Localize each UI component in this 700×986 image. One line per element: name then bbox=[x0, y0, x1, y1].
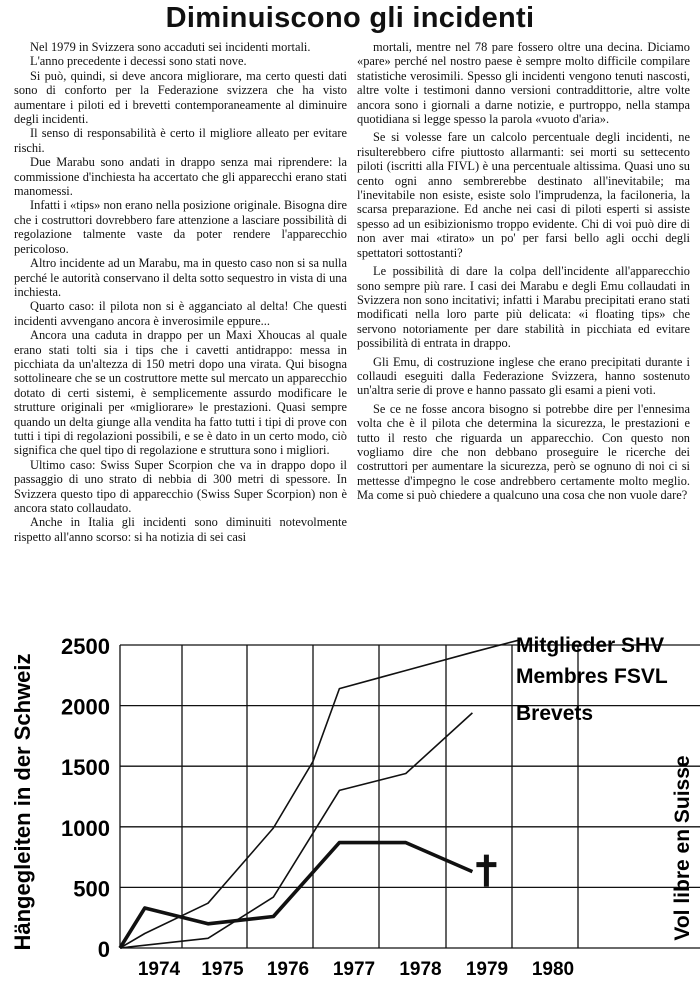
y-tick-label: 2000 bbox=[61, 694, 110, 720]
x-tick-label: 1974 bbox=[137, 959, 181, 980]
series-line bbox=[120, 713, 472, 948]
x-tick-label: 1978 bbox=[399, 959, 442, 980]
chart bbox=[0, 630, 700, 986]
article-paragraph: Due Marabu sono andati in drappo senza mai riprendere: la commissione d'inchiesta ha accertato che gli apparecchi erano stati manomessi. bbox=[14, 155, 347, 199]
series-label: Mitglieder SHV bbox=[516, 634, 665, 657]
article-paragraph: Altro incidente ad un Marabu, ma in questo caso non si sa nulla perché le autorità conservano il delta sotto sequestro in vista di una inchiesta. bbox=[14, 256, 347, 299]
y-tick-label: 0 bbox=[97, 937, 110, 962]
series-label: Membres FSVL bbox=[516, 665, 668, 688]
y-tick-label: 1000 bbox=[61, 815, 110, 841]
article-column-left bbox=[14, 40, 347, 544]
article-paragraph: Ultimo caso: Swiss Super Scorpion che va in drappo dopo il passaggio di uno strato di nebbia di 300 metri di spessore. In Svizzera questo tipo di apparecchio (Swiss Super Scorpion) non è ancora stato collaudato. bbox=[14, 457, 347, 515]
y-tick-label: 2500 bbox=[61, 634, 110, 659]
y-axis-label-right: Vol libre en Suisse bbox=[671, 755, 694, 941]
y-tick-label: 1500 bbox=[61, 755, 110, 781]
series-line bbox=[120, 843, 472, 948]
series-label: Brevets bbox=[516, 702, 594, 725]
series-line bbox=[120, 640, 519, 948]
article-paragraph: Si può, quindi, si deve ancora migliorare, ma certo questi dati sono di conforto per la Federazione svizzera che ha visto aumentare i piloti ed i brevetti contemporaneamente al diminuire degli incidenti. bbox=[14, 68, 347, 127]
article-paragraph: Quarto caso: il pilota non si è agganciato al delta! Che questi incidenti avvengano ancora è inverosimile eppure... bbox=[14, 299, 347, 328]
article-column-right bbox=[357, 40, 690, 503]
article-paragraph: Infatti i «tips» non erano nella posizione originale. Bisogna dire che i costruttori dovrebbero fare attenzione a lasciare possibilità di regolazione talmente vaste da poter rendere l'apparecchio pericoloso. bbox=[14, 198, 347, 256]
article-paragraph: Le possibilità di dare la colpa dell'incidente all'apparecchio sono sempre più rare. I casi dei Marabu e degli Emu collaudati in Svizzera non sono incitativi; infatti i Marabu precipitati erano stati modificati nella loro parte più delicata: «i floating tips» che servono notoriamente per dare stabilità in picchiata ed evitare possibilità di entrata in drappo. bbox=[357, 264, 690, 351]
article-paragraph: mortali, mentre nel 78 pare fossero oltre una decina. Diciamo «pare» perché nel nostro paese è sempre molto difficile compilare statistiche verosimili. Spesso gli incidenti vengono tenuti nascosti, altre volte i testimoni danno versioni contraddittorie, altre volte ancora sono i giornali a darne notizie, e purtroppo, nella stampa quotidiana si legge spesso la parola «vuoto d'aria». bbox=[357, 40, 690, 127]
article-paragraph: Se ce ne fosse ancora bisogno si potrebbe dire per l'ennesima volta che è il pilota che determina la sicurezza, le prestazioni e tutto il resto che riguarda un apparecchio. Con questo non vogliamo dire che non debbano proseguire le ricerche dei costruttori per aumentare la sicurezza, però se ognuno di noi ci si mettesse d'impegno le cose andrebbero certamente molto meglio. Ma come si può chiedere a qualcuno una cosa che non vuole dare? bbox=[357, 401, 690, 503]
article-paragraph: Ancora una caduta in drappo per un Maxi Xhoucas al quale erano stati tolti sia i tips che i cavetti antidrappo: messa in picchiata da un'altezza di 150 metri dopo una virata. Qui bisogna sottolineare che se un costruttore mette sul mercato un apparecchio dotato di certi sistemi, è semplicemente assurdo modificare le strutture originali per «migliorare» le prestazioni. Quasi sempre quando un delta giunge alla vendita ha fatto tutti i tipi di prove con tutti i tipi di regolazioni possibili, e se è dato in un certo modo, ciò significa che quel tipo di regolazione e struttura sono i migliori. bbox=[14, 328, 347, 458]
x-tick-label: 1975 bbox=[201, 959, 244, 980]
article-paragraph: Il senso di responsabilità è certo il migliore alleato per evitare rischi. bbox=[14, 126, 347, 155]
article-paragraph: Nel 1979 in Svizzera sono accaduti sei incidenti mortali. bbox=[30, 40, 311, 54]
article-title: Diminuiscono gli incidenti bbox=[165, 2, 535, 34]
x-tick-label: 1977 bbox=[332, 959, 376, 980]
y-tick-label: 500 bbox=[73, 876, 110, 902]
article-paragraph: Anche in Italia gli incidenti sono diminuiti notevolmente rispetto all'anno scorso: si ha notizia di sei casi bbox=[14, 515, 347, 544]
y-axis-label: Hängegleiten in der Schweiz bbox=[10, 653, 35, 951]
x-tick-label: 1980 bbox=[531, 959, 575, 980]
x-tick-label: 1979 bbox=[465, 959, 509, 980]
x-tick-label: 1976 bbox=[266, 959, 310, 980]
article-paragraph: Gli Emu, di costruzione inglese che erano precipitati durante i collaudi eseguiti dalla Federazione Svizzera, hanno sostenuto un'altra serie di prove e hanno passato gli esami a pieni voti. bbox=[357, 354, 690, 398]
article-paragraph: Se si volesse fare un calcolo percentuale degli incidenti, ne risulterebbero cifre piuttosto allarmanti: sei morti su settecento piloti (iscritti alla FIVL) è una percentuale altissima. Quasi uno su cento ogni anno sembrerebbe destinato all'inevitabile; ma l'inevitabile non esiste, esiste solo l'imprudenza, la faciloneria, la scarsa preparazione. Ed anche nei casi di piloti esperti si assiste spesso ad un esibizionismo troppo evidente. Chi di voi può dire di non aver mai «tirato» un po' per farsi bello agli occhi degli spettatori sottostanti? bbox=[357, 130, 690, 260]
article-paragraph: L'anno precedente i decessi sono stati nove. bbox=[30, 54, 247, 69]
